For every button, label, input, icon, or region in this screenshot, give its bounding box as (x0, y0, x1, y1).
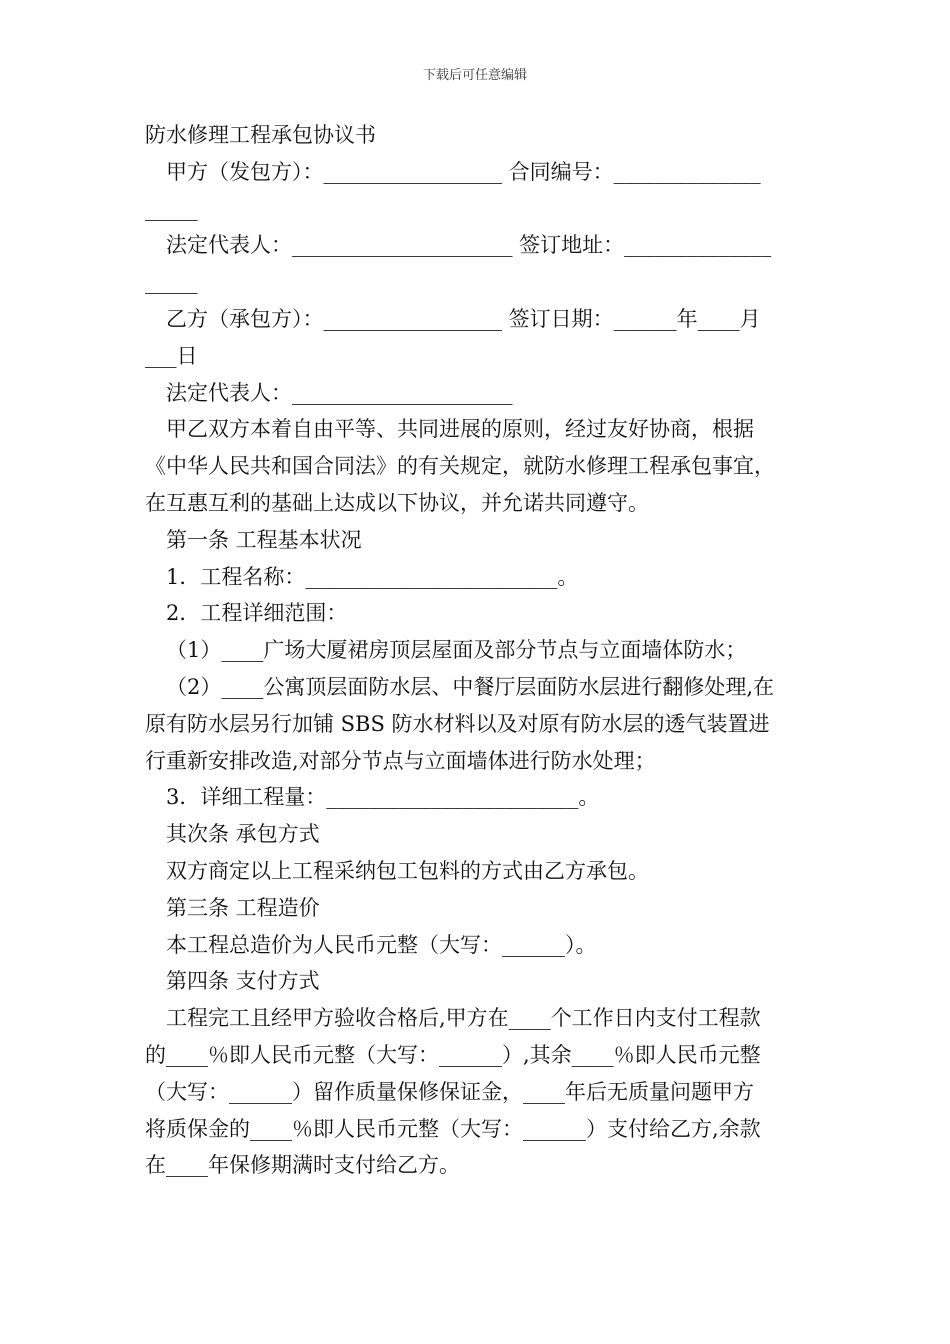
page-header: 下载后可任意编辑 (422, 68, 527, 83)
text-line: （大写：______）留作质量保修保证金，____年后无质量问题甲方 (145, 1079, 754, 1104)
text-line: 将质保金的____％即人民币元整（大写：______）支付给乙方,余款 (145, 1116, 761, 1141)
text-line: 甲方（发包方）：_________________ 合同编号：______________ (166, 159, 761, 184)
text-line: 乙方（承包方）：_________________ 签订日期：______年____月 (166, 306, 761, 331)
text-line: 在____年保修期满时支付给乙方。 (145, 1153, 460, 1178)
text-line: ___日 (145, 343, 198, 368)
text-line: 《中华人民共和国合同法》的有关规定，就防水修理工程承包事宜， (145, 454, 775, 479)
text-line: 3．详细工程量：________________________。 (166, 785, 600, 810)
text-line: 的____％即人民币元整（大写：______）,其余____％即人民币元整 (145, 1042, 761, 1067)
text-line: 法定代表人：_____________________ 签订地址：______________ (166, 233, 772, 258)
text-line: 第四条 支付方式 (166, 969, 320, 994)
document-body (145, 117, 815, 1184)
text-line: 在互惠互利的基础上达成以下协议，并允诺共同遵守。 (145, 490, 649, 515)
text-line: 原有防水层另行加铺 SBS 防水材料以及对原有防水层的透气装置进 (145, 711, 770, 736)
text-line: 第三条 工程造价 (166, 895, 320, 920)
text-line: 法定代表人：_____________________ (166, 380, 513, 405)
text-line: 甲乙双方本着自由平等、共同进展的原则，经过友好协商，根据 (166, 417, 754, 442)
text-line: 2．工程详细范围： (166, 601, 348, 626)
text-line: 双方商定以上工程采纳包工包料的方式由乙方承包。 (166, 858, 649, 883)
text-line: （1）____广场大厦裙房顶层屋面及部分节点与立面墙体防水； (166, 638, 747, 663)
text-line: 其次条 承包方式 (166, 822, 320, 847)
text-line: 行重新安排改造,对部分节点与立面墙体进行防水处理； (145, 748, 656, 773)
text-line: （2）____公寓顶层面防水层、中餐厅层面防水层进行翻修处理,在 (166, 674, 775, 699)
document-title: 防水修理工程承包协议书 (145, 123, 376, 147)
text-line: 工程完工且经甲方验收合格后,甲方在____个工作日内支付工程款 (166, 1006, 761, 1031)
text-line: _____ (145, 196, 198, 221)
text-line: 1．工程名称：________________________。 (166, 564, 579, 589)
text-line: 第一条 工程基本状况 (166, 527, 362, 552)
text-line: _____ (145, 270, 198, 295)
text-line: 本工程总造价为人民币元整（大写：______）。 (166, 932, 597, 957)
